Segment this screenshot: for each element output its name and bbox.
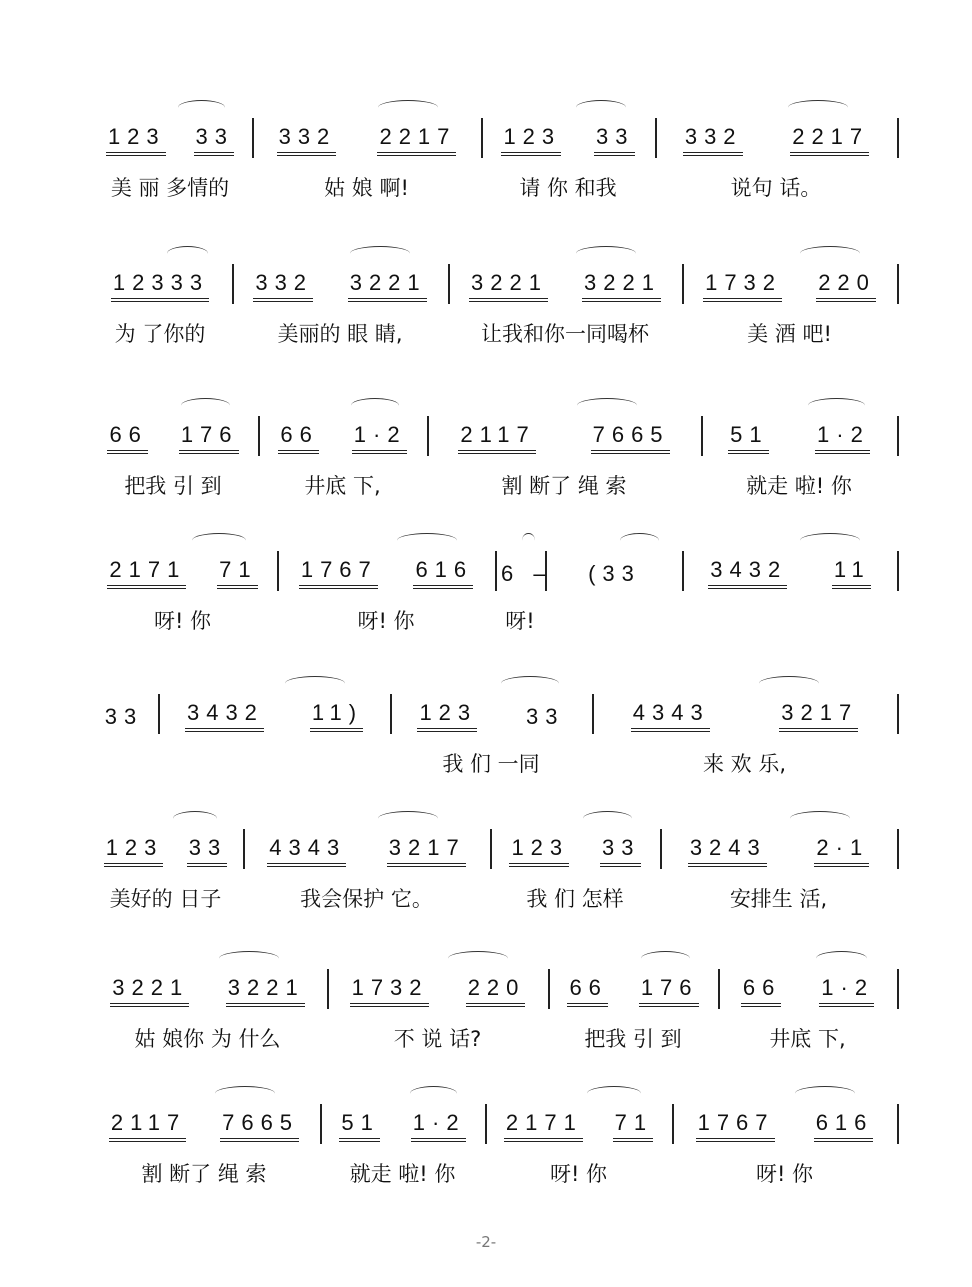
bar-line xyxy=(277,551,279,591)
slur-mark xyxy=(178,100,225,115)
slur-mark xyxy=(800,533,860,548)
lyric-line: 井底 下, xyxy=(304,474,381,498)
measure xyxy=(331,973,544,1007)
slur-mark xyxy=(378,811,438,826)
bar-line xyxy=(897,694,899,734)
note-group: 3217 xyxy=(779,701,858,732)
bar-line xyxy=(682,264,684,304)
note-group: 2217 xyxy=(790,125,869,156)
lyric-line: 美 丽 多情的 xyxy=(110,176,230,200)
slur-mark xyxy=(583,811,632,826)
note-group: 3217 xyxy=(387,836,466,867)
note-group: 2·1 xyxy=(814,836,869,867)
note-group: 220 xyxy=(466,976,526,1007)
bar-line xyxy=(481,118,483,158)
measure xyxy=(705,420,893,454)
lyric-line: 我会保护 它。 xyxy=(300,887,433,911)
measure xyxy=(92,833,239,867)
note-group: 4343 xyxy=(631,701,710,732)
note-group: 33 xyxy=(526,704,565,729)
lyric-line: 呀! 你 xyxy=(357,609,415,633)
bar-line xyxy=(243,829,245,869)
bar-line xyxy=(682,551,684,591)
measure xyxy=(92,268,228,302)
slur-mark xyxy=(397,533,457,548)
bar-line xyxy=(592,694,594,734)
bar-line xyxy=(897,416,899,456)
slur-mark xyxy=(641,951,690,966)
note-group: 3221 xyxy=(348,271,427,302)
slur-mark xyxy=(795,1086,855,1101)
note-group: 2117 xyxy=(109,1111,186,1142)
lyric-line xyxy=(162,748,386,778)
lyric-line: 呀! xyxy=(505,609,535,633)
bar-line xyxy=(485,1104,487,1144)
note-group: 3432 xyxy=(185,701,264,732)
measure xyxy=(552,973,714,1007)
measure xyxy=(92,555,273,589)
note-group: 33 xyxy=(194,125,234,156)
note-group: 220 xyxy=(816,271,876,302)
note-group: 51 xyxy=(339,1111,379,1142)
slur-mark xyxy=(378,100,438,115)
measure xyxy=(676,1108,893,1142)
lyric-line: 井底 下, xyxy=(769,1027,846,1051)
slur-mark xyxy=(219,951,279,966)
measure xyxy=(92,122,248,156)
note-group: 123 xyxy=(417,701,477,732)
bar-line xyxy=(258,416,260,456)
note-group: 1767 xyxy=(299,558,378,589)
measure xyxy=(659,122,893,156)
slur-mark xyxy=(448,951,508,966)
note-group: 1767 xyxy=(696,1111,775,1142)
measure xyxy=(452,268,678,302)
bar-line xyxy=(655,118,657,158)
slur-mark xyxy=(808,398,864,413)
slur-mark xyxy=(816,951,867,966)
measure xyxy=(686,555,893,589)
lyric-line: 让我和你一同喝杯 xyxy=(481,322,649,346)
bar-line xyxy=(252,118,254,158)
slur-mark xyxy=(522,533,535,548)
note-group: 3221 xyxy=(582,271,661,302)
lyric-line: 请 你 和我 xyxy=(519,176,617,200)
note-group: (33 xyxy=(588,561,641,586)
slur-mark xyxy=(181,398,230,413)
lyric-line: 割 断了 绳 索 xyxy=(141,1162,267,1186)
bar-line xyxy=(897,829,899,869)
measure xyxy=(494,833,656,867)
measure xyxy=(247,833,486,867)
note-group: 6 – xyxy=(501,561,553,586)
bar-line xyxy=(320,1104,322,1144)
lyric-line: 美 酒 吧! xyxy=(747,322,832,346)
bar-line xyxy=(897,118,899,158)
lyric-line: 来 欢 乐, xyxy=(702,752,787,776)
note-group: 2171 xyxy=(107,558,186,589)
measure xyxy=(92,420,254,454)
bar-line xyxy=(701,416,703,456)
measure xyxy=(596,698,893,732)
lyric-line: 呀! 你 xyxy=(549,1162,608,1186)
note-group: 12333 xyxy=(111,271,209,302)
note-group: 1·2 xyxy=(411,1111,466,1142)
slur-mark xyxy=(576,246,636,261)
lyric-line: 呀! 你 xyxy=(755,1162,814,1186)
note-group: 3221 xyxy=(469,271,548,302)
measure xyxy=(92,973,323,1007)
note-group: 3432 xyxy=(708,558,787,589)
bar-line xyxy=(897,551,899,591)
bar-line xyxy=(672,1104,674,1144)
lyric-line: 把我 引 到 xyxy=(584,1027,682,1051)
bar-line xyxy=(660,829,662,869)
measure xyxy=(162,698,386,732)
bar-line xyxy=(327,969,329,1009)
note-group: 71 xyxy=(613,1111,653,1142)
slur-mark xyxy=(167,246,208,261)
slur-mark xyxy=(215,1086,275,1101)
slur-mark xyxy=(192,533,246,548)
note-group: 66 xyxy=(567,976,607,1007)
lyric-line: 美丽的 眼 睛, xyxy=(277,322,403,346)
slur-mark xyxy=(173,811,217,826)
lyric-line xyxy=(686,605,893,635)
note-group: 51 xyxy=(728,423,768,454)
measure xyxy=(92,698,154,732)
note-group: 123 xyxy=(509,836,569,867)
measure xyxy=(499,555,553,589)
note-group: 123 xyxy=(501,125,561,156)
note-group: 2117 xyxy=(458,423,535,454)
note-group: 332 xyxy=(253,271,313,302)
note-group: 1732 xyxy=(350,976,429,1007)
slur-mark xyxy=(410,1086,457,1101)
measure xyxy=(686,268,893,302)
note-group: 2171 xyxy=(504,1111,583,1142)
note-group: 1·2 xyxy=(815,423,870,454)
note-group: 332 xyxy=(683,125,743,156)
bar-line xyxy=(232,264,234,304)
note-group: 33 xyxy=(594,125,634,156)
lyric-line: 为 了你的 xyxy=(114,322,206,346)
note-group: 1·2 xyxy=(352,423,407,454)
lyric-line: 呀! 你 xyxy=(153,609,212,633)
lyric-line xyxy=(92,748,154,778)
note-group: 33 xyxy=(600,836,640,867)
note-group: 1·2 xyxy=(819,976,874,1007)
bar-line xyxy=(548,969,550,1009)
note-group: 7665 xyxy=(591,423,670,454)
lyric-line: 割 断了 绳 索 xyxy=(501,474,627,498)
note-group: 33 xyxy=(187,836,227,867)
lyric-line xyxy=(549,605,678,635)
note-group: 7665 xyxy=(220,1111,299,1142)
lyric-line: 我 们 一同 xyxy=(442,752,540,776)
slur-mark xyxy=(501,676,559,691)
note-group: 4343 xyxy=(267,836,346,867)
note-group: 71 xyxy=(217,558,257,589)
note-group: 66 xyxy=(107,423,147,454)
lyric-line: 美好的 日子 xyxy=(109,887,222,911)
slur-mark xyxy=(788,100,848,115)
slur-mark xyxy=(800,246,860,261)
lyric-line: 不 说 话? xyxy=(393,1027,482,1051)
bar-line xyxy=(390,694,392,734)
measure xyxy=(92,1108,316,1142)
note-group: 1732 xyxy=(703,271,782,302)
measure xyxy=(394,698,588,732)
note-group: 176 xyxy=(639,976,699,1007)
lyric-line: 就走 啦! 你 xyxy=(349,1162,456,1186)
measure xyxy=(485,122,651,156)
bar-line xyxy=(495,551,497,591)
note-group: 66 xyxy=(741,976,781,1007)
lyric-line: 就走 啦! 你 xyxy=(746,474,852,498)
note-group: 11) xyxy=(310,701,363,732)
measure xyxy=(281,555,491,589)
slur-mark xyxy=(759,676,819,691)
bar-line xyxy=(490,829,492,869)
bar-line xyxy=(448,264,450,304)
slur-mark xyxy=(577,398,637,413)
measure xyxy=(431,420,697,454)
lyric-line: 说句 话。 xyxy=(730,176,822,200)
measure xyxy=(256,122,477,156)
note-group: 66 xyxy=(278,423,318,454)
note-group: 33 xyxy=(104,704,144,729)
slur-mark xyxy=(285,676,345,691)
note-group: 3243 xyxy=(688,836,767,867)
lyric-line: 把我 引 到 xyxy=(124,474,222,498)
lyric-line: 姑 娘你 为 什么 xyxy=(134,1027,281,1051)
lyric-line: 安排生 活, xyxy=(729,887,828,911)
lyric-line: 我 们 怎样 xyxy=(526,887,624,911)
note-group: 123 xyxy=(104,836,164,867)
note-group: 3221 xyxy=(226,976,305,1007)
note-group: 2217 xyxy=(377,125,456,156)
slur-mark xyxy=(350,246,410,261)
measure xyxy=(664,833,893,867)
note-group: 11 xyxy=(832,558,871,589)
note-group: 332 xyxy=(277,125,337,156)
slur-mark xyxy=(576,100,626,115)
bar-line xyxy=(427,416,429,456)
slur-mark xyxy=(351,398,399,413)
measure xyxy=(722,973,893,1007)
note-group: 616 xyxy=(413,558,473,589)
note-group: 616 xyxy=(814,1111,874,1142)
note-group: 176 xyxy=(179,423,239,454)
measure xyxy=(489,1108,668,1142)
lyric-line: 姑 娘 啊! xyxy=(324,176,409,200)
slur-mark xyxy=(587,1086,641,1101)
measure xyxy=(549,555,678,589)
slur-mark xyxy=(790,811,850,826)
note-group: 123 xyxy=(106,125,166,156)
bar-line xyxy=(158,694,160,734)
bar-line xyxy=(897,969,899,1009)
bar-line xyxy=(897,264,899,304)
note-group: 3221 xyxy=(110,976,189,1007)
measure xyxy=(236,268,444,302)
bar-line xyxy=(718,969,720,1009)
bar-line xyxy=(897,1104,899,1144)
measure xyxy=(324,1108,481,1142)
measure xyxy=(262,420,423,454)
page-number: -2- xyxy=(475,1233,497,1251)
slur-mark xyxy=(620,533,659,548)
